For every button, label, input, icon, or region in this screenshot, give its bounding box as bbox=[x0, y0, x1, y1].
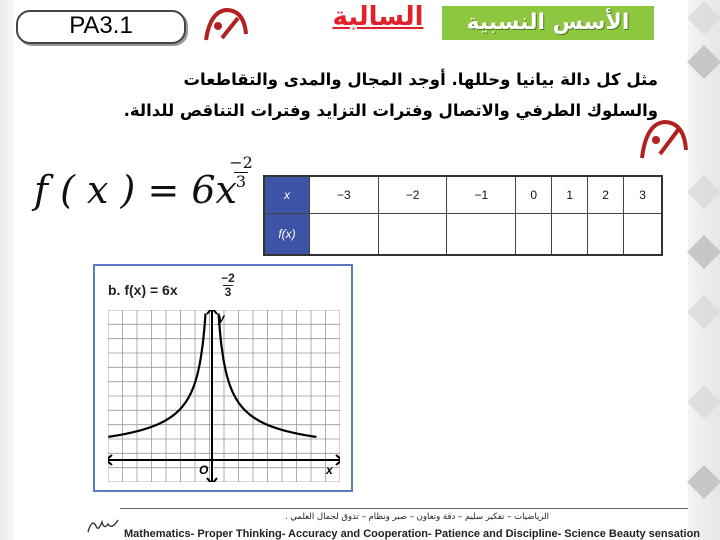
table-row-x bbox=[264, 176, 662, 214]
left-decorative-strip bbox=[0, 0, 14, 540]
table-header-fx: f(x) bbox=[264, 214, 310, 256]
table-cell-fx[interactable] bbox=[447, 214, 516, 256]
lesson-code: PA3.1 bbox=[69, 12, 133, 39]
instruction-text: مثل كل دالة بيانيا وحللها. أوجد المجال والمدى والتقاطعات والسلوك الطرفي والاتصال وفترات التزايد وفترات التناقص للدالة. bbox=[123, 70, 658, 120]
table-cell-fx[interactable] bbox=[378, 214, 447, 256]
graph-label: b. f(x) = 6x bbox=[108, 282, 178, 298]
table-header-x: x bbox=[264, 176, 310, 214]
origin-label: O bbox=[199, 463, 209, 477]
right-decorative-strip bbox=[688, 0, 720, 540]
table-cell-x: 0 bbox=[516, 176, 552, 214]
table-cell-fx[interactable] bbox=[516, 214, 552, 256]
table-cell-fx[interactable] bbox=[624, 214, 662, 256]
exponent-denominator: 3 bbox=[235, 172, 247, 191]
table-cell-x: 2 bbox=[588, 176, 624, 214]
function-exponent bbox=[228, 154, 254, 191]
footer-motto-arabic: الرياضيات – تفكير سليم – دقة وتعاون – صبر ونظام – تذوق لجمال العلمي . bbox=[284, 512, 550, 522]
table-cell-x: 3 bbox=[624, 176, 662, 214]
graph-grid bbox=[108, 310, 340, 482]
footer-motto-english: Mathematics- Proper Thinking- Accuracy and Cooperation- Patience and Discipline- Science Beauty sensation bbox=[124, 528, 701, 540]
x-axis-label: x bbox=[326, 463, 333, 477]
table-cell-x: −2 bbox=[378, 176, 447, 214]
footer-divider bbox=[120, 508, 688, 509]
table-cell-x: −1 bbox=[447, 176, 516, 214]
signature bbox=[86, 516, 120, 540]
graph-plot bbox=[108, 310, 340, 482]
logo-top bbox=[200, 4, 252, 48]
table-cell-fx[interactable] bbox=[588, 214, 624, 256]
table-cell-x: 1 bbox=[552, 176, 588, 214]
graph-exponent-denominator: 3 bbox=[224, 285, 232, 299]
title-sub: السالبة bbox=[332, 2, 424, 32]
y-axis-label: y bbox=[218, 311, 225, 325]
table-cell-fx[interactable] bbox=[552, 214, 588, 256]
table-cell-x: −3 bbox=[310, 176, 379, 214]
value-table bbox=[263, 175, 663, 256]
table-cell-fx[interactable] bbox=[310, 214, 379, 256]
exponent-numerator: −2 bbox=[229, 153, 253, 172]
graph-exponent-numerator: −2 bbox=[221, 271, 235, 285]
signature-mark bbox=[86, 516, 120, 536]
title-main: الأسس النسبية bbox=[466, 10, 630, 35]
logo-top-emblem bbox=[200, 4, 252, 48]
table-row-fx bbox=[264, 214, 662, 256]
graph-exponent bbox=[219, 272, 237, 299]
function-formula: f ( x ) = 6x bbox=[34, 168, 237, 212]
